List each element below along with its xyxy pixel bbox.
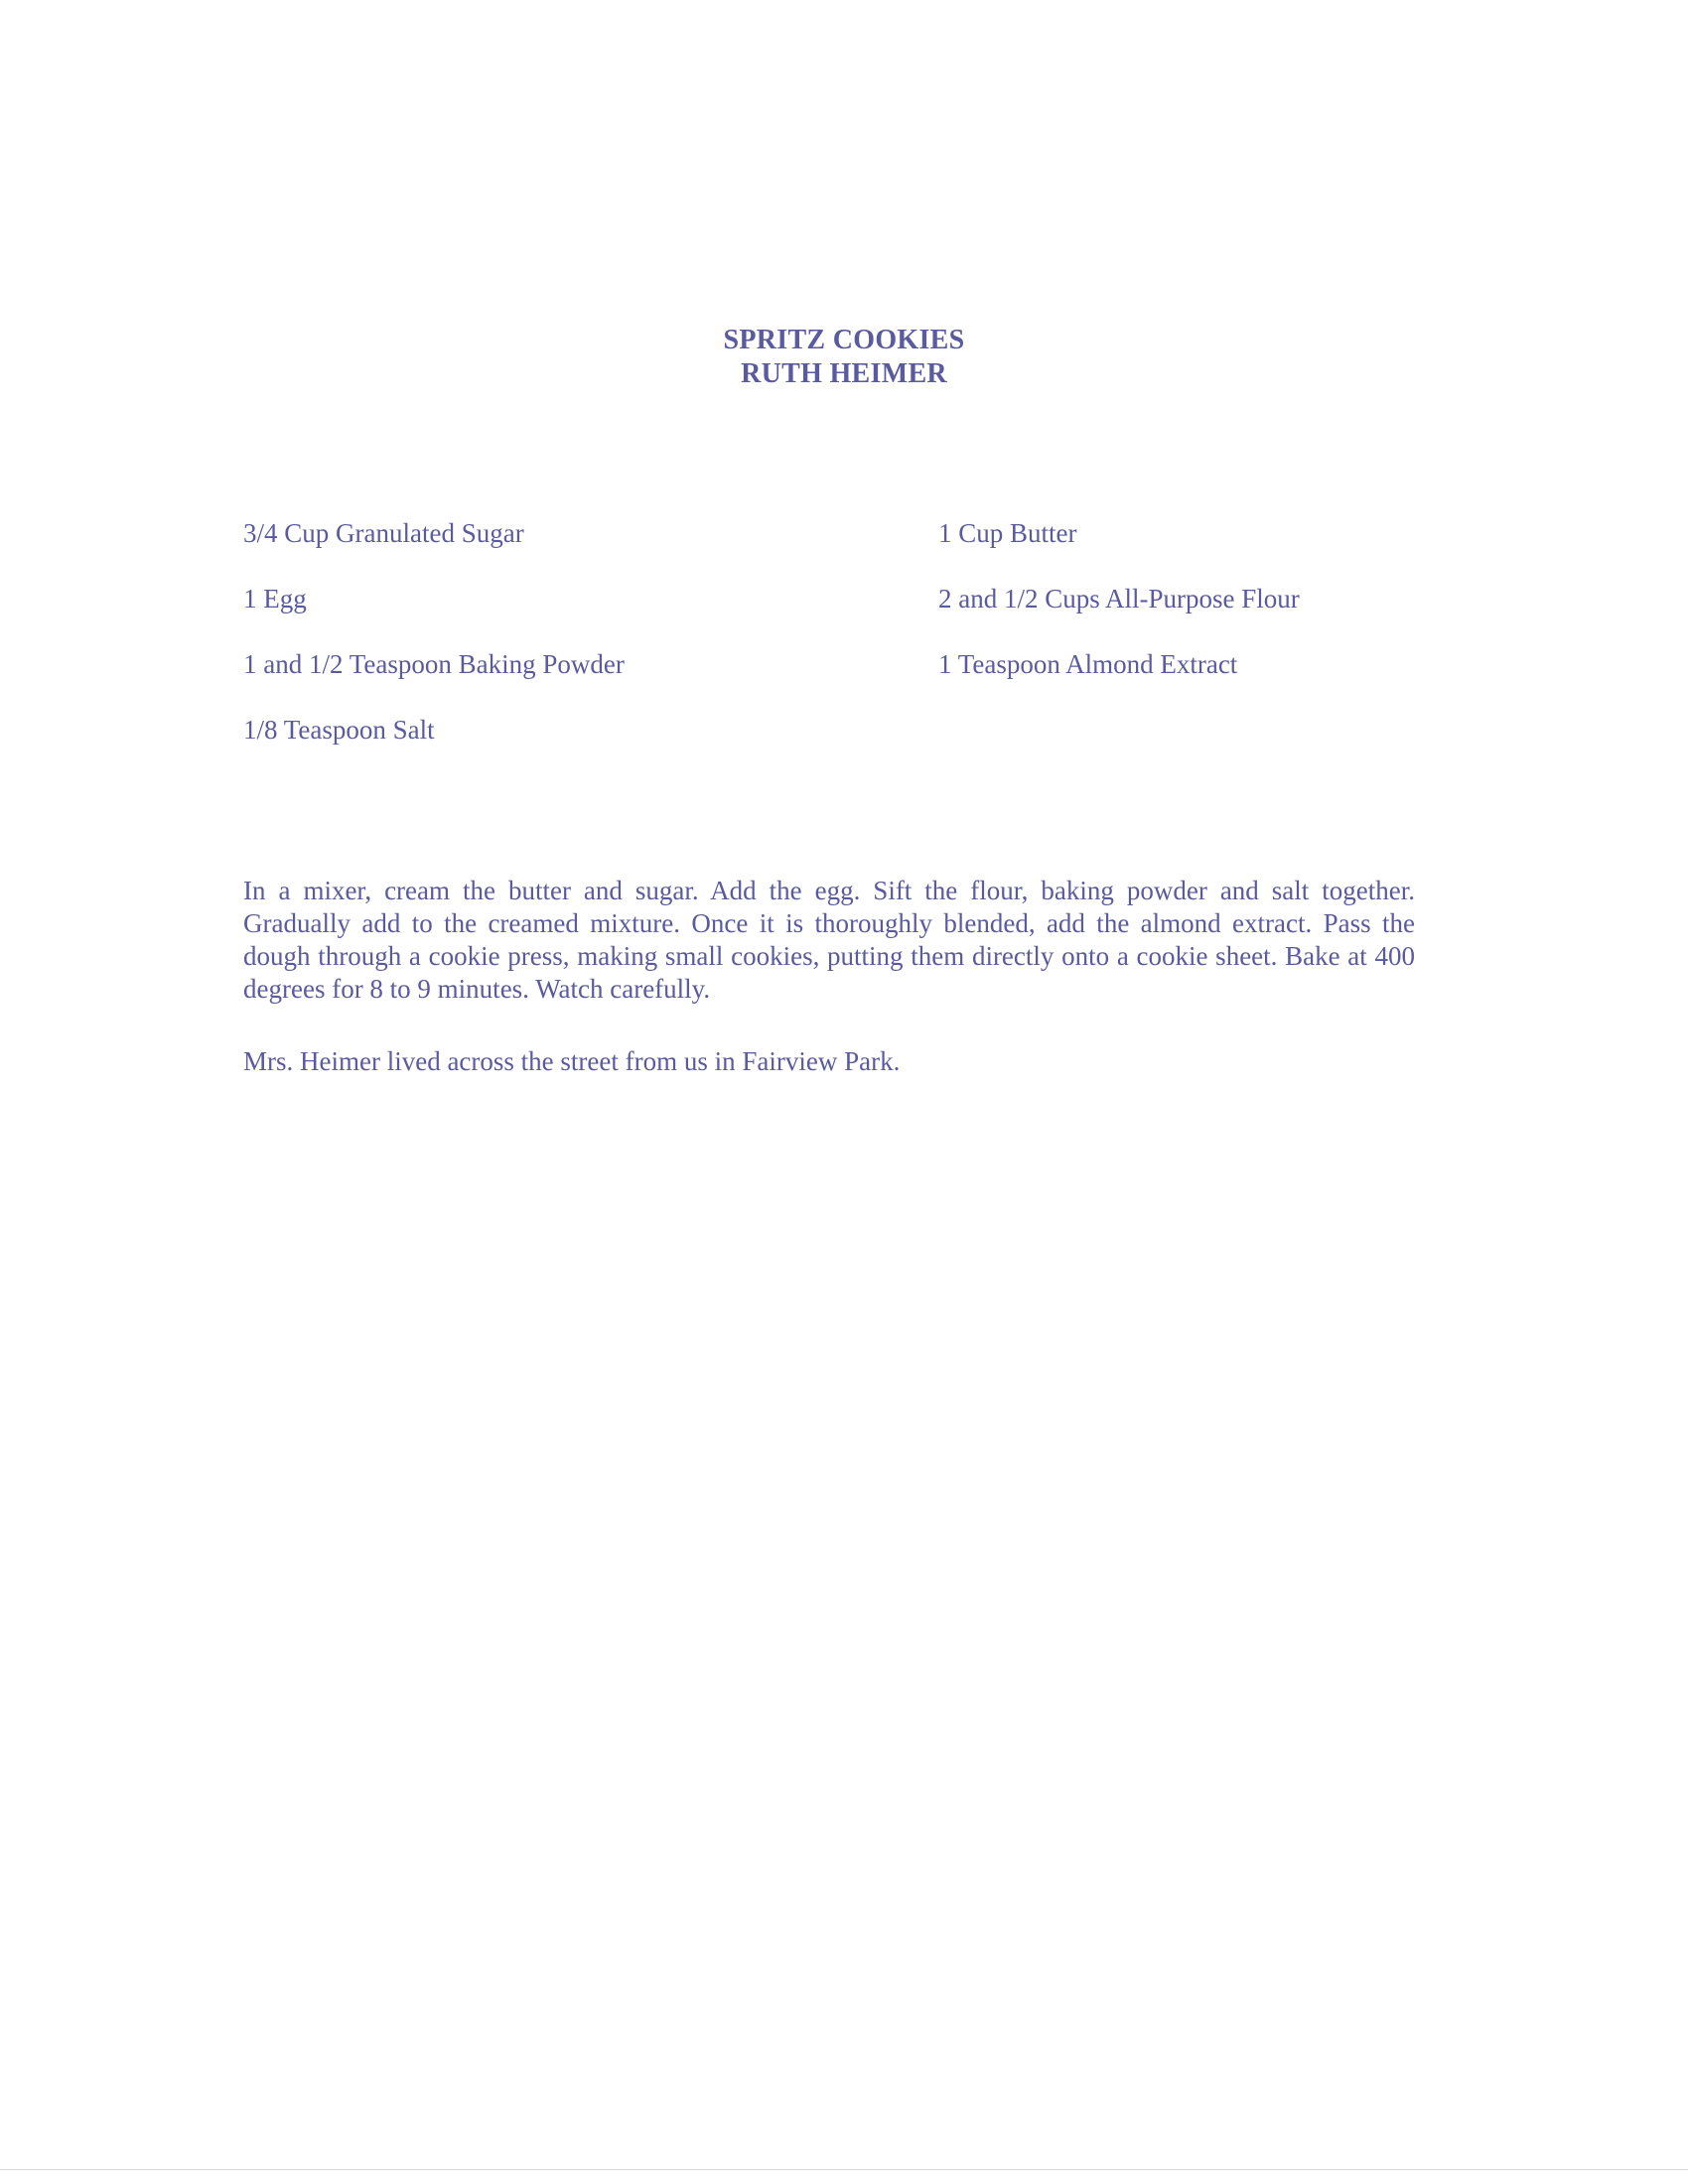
ingredient-item: 1 and 1/2 Teaspoon Baking Powder (243, 649, 625, 679)
recipe-instructions: In a mixer, cream the butter and sugar. Add the egg. Sift the flour, baking powder and salt together. Gradually add to the creamed mixture. Once it is thoroughly blended, add the almond extract. Pass the dough through a cookie press, making small cookies, putting them directly onto a cookie sheet. Bake at 400 degrees for 8 to 9 minutes. Watch carefully. (243, 876, 1415, 1004)
ingredient-item: 1 Teaspoon Almond Extract (938, 649, 1238, 679)
recipe-note: Mrs. Heimer lived across the street from us in Fairview Park. (243, 1046, 901, 1076)
ingredient-item: 3/4 Cup Granulated Sugar (243, 518, 524, 548)
ingredient-item: 1/8 Teaspoon Salt (243, 715, 435, 745)
ingredient-item: 1 Egg (243, 584, 307, 614)
ingredient-item: 2 and 1/2 Cups All-Purpose Flour (938, 584, 1300, 614)
ingredient-item: 1 Cup Butter (938, 518, 1077, 548)
recipe-header (0, 324, 1688, 391)
recipe-author: RUTH HEIMER (741, 358, 947, 389)
page-bottom-edge (0, 2169, 1688, 2170)
recipe-title: SPRITZ COOKIES (723, 325, 965, 355)
